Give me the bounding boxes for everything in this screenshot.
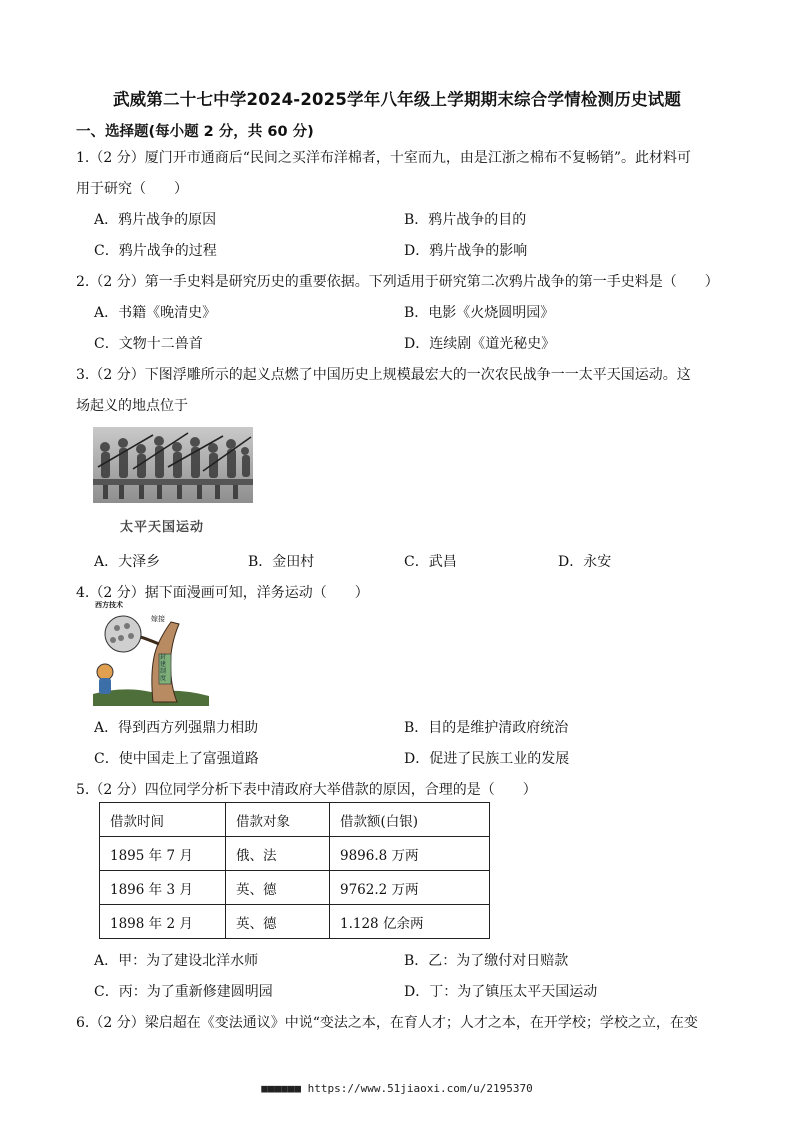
page-footer: ■■■■■■ https://www.51jiaoxi.com/u/2195370	[261, 1082, 533, 1095]
table-row	[100, 905, 490, 939]
table-cell: 英、德	[226, 871, 330, 905]
table-header-cell: 借款额(白银)	[330, 803, 490, 837]
table-header-row	[100, 803, 490, 837]
q4-option-c[interactable]: C．使中国走上了富强道路	[94, 751, 259, 767]
relief-sculpture-image	[93, 427, 253, 503]
q1-option-b[interactable]: B．鸦片战争的目的	[404, 212, 527, 228]
section-heading: 一、选择题(每小题 2 分，共 60 分)	[76, 124, 314, 140]
grafting-cartoon	[93, 602, 209, 706]
q3-stem-line1: 3.（2 分）下图浮雕所示的起义点燃了中国历史上规模最宏大的一次农民战争一一太平天国运动。这	[76, 367, 691, 383]
q5-stem-line1: 5.（2 分）四位同学分析下表中清政府大举借款的原因，合理的是（ ）	[76, 782, 537, 798]
cartoon-label-western-tech: 西方技术	[95, 601, 123, 609]
q5-option-a[interactable]: A．甲：为了建设北洋水师	[94, 953, 259, 969]
q5-option-c[interactable]: C．丙：为了重新修建圆明园	[94, 984, 273, 1000]
table-cell: 1895 年 7 月	[100, 837, 226, 871]
q6-stem-line1: 6.（2 分）梁启超在《变法通议》中说“变法之本，在育人才；人才之本，在开学校；学校之立，在变	[76, 1015, 698, 1031]
q3-option-b[interactable]: B．金田村	[248, 554, 315, 570]
q3-option-a[interactable]: A．大泽乡	[94, 554, 161, 570]
q2-option-c[interactable]: C．文物十二兽首	[94, 336, 203, 352]
q3-stem-line2: 场起义的地点位于	[76, 398, 188, 414]
cartoon-label-graft: 嫁接	[151, 615, 165, 623]
table-header-cell: 借款对象	[226, 803, 330, 837]
q3-option-d[interactable]: D．永安	[558, 554, 612, 570]
q4-option-d[interactable]: D．促进了民族工业的发展	[404, 751, 570, 767]
q1-option-d[interactable]: D．鸦片战争的影响	[404, 243, 528, 259]
table-cell: 英、德	[226, 905, 330, 939]
q1-option-a[interactable]: A．鸦片战争的原因	[94, 212, 217, 228]
table-row	[100, 871, 490, 905]
q4-option-b[interactable]: B．目的是维护清政府统治	[404, 720, 569, 736]
q2-stem-line1: 2.（2 分）第一手史料是研究历史的重要依据。下列适用于研究第二次鸦片战争的第一手史料是（ ）	[76, 274, 719, 290]
q1-stem-line2: 用于研究（ ）	[76, 181, 188, 197]
table-cell: 1896 年 3 月	[100, 871, 226, 905]
table-cell: 9896.8 万两	[330, 837, 490, 871]
q4-option-a[interactable]: A．得到西方列强鼎力相助	[94, 720, 259, 736]
q2-option-d[interactable]: D．连续剧《道光秘史》	[404, 336, 556, 352]
cartoon-label-feudal-system: 封建制度	[160, 654, 167, 682]
q2-option-b[interactable]: B．电影《火烧圆明园》	[404, 305, 555, 321]
q1-stem-line1: 1.（2 分）厦门开市通商后“民间之买洋布洋棉者，十室而九，由是江浙之棉布不复畅销”。此材料可	[76, 150, 692, 166]
table-header-cell: 借款时间	[100, 803, 226, 837]
table-row	[100, 837, 490, 871]
table-cell: 俄、法	[226, 837, 330, 871]
q2-option-a[interactable]: A．书籍《晚清史》	[94, 305, 217, 321]
loan-table	[99, 802, 490, 939]
q3-option-c[interactable]: C．武昌	[404, 554, 457, 570]
relief-caption: 太平天国运动	[120, 520, 205, 535]
table-cell: 9762.2 万两	[330, 871, 490, 905]
table-cell: 1898 年 2 月	[100, 905, 226, 939]
q5-option-d[interactable]: D．丁：为了镇压太平天国运动	[404, 984, 598, 1000]
table-cell: 1.128 亿余两	[330, 905, 490, 939]
page-title: 武威第二十七中学2024-2025学年八年级上学期期末综合学情检测历史试题	[112, 90, 682, 109]
q5-option-b[interactable]: B．乙：为了缴付对日赔款	[404, 953, 569, 969]
q1-option-c[interactable]: C．鸦片战争的过程	[94, 243, 217, 259]
q4-stem-line1: 4.（2 分）据下面漫画可知，洋务运动（ ）	[76, 585, 369, 601]
